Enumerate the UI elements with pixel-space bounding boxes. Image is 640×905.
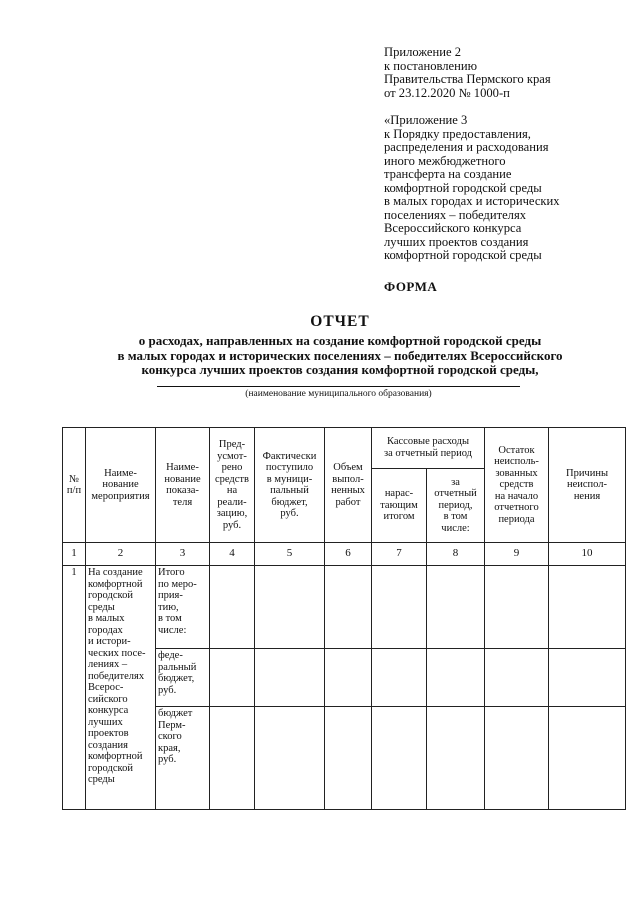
table-cell [255, 707, 325, 810]
form-label: ФОРМА [384, 279, 438, 294]
appendix-3-line: лучших проектов создания [384, 234, 529, 249]
header-lines [65, 474, 83, 497]
text-line: руб. [222, 519, 242, 531]
text-line: периода [498, 513, 535, 525]
text-line: за отчетный период [383, 447, 473, 459]
text-line: неисполь- [494, 456, 539, 468]
text-line: тающим [380, 499, 418, 511]
text-line: показа- [166, 485, 199, 496]
text-line: сийского [88, 693, 128, 705]
appendix-3-line: Всероссийского конкурса [384, 221, 522, 235]
event-lines [88, 567, 153, 786]
text-line: в том [158, 613, 182, 624]
header-cell-reasons [549, 428, 626, 543]
appendix-3-line: комфортной городской среды [384, 180, 542, 195]
text-line: за [451, 476, 460, 488]
text-line: усмот- [217, 450, 247, 462]
indicator-lines [158, 650, 207, 696]
text-line: Причины [565, 467, 609, 479]
table-cell [325, 707, 372, 810]
text-line: числе: [158, 624, 187, 636]
text-line: городах [88, 624, 123, 636]
appendix-2-line: Правительства Пермского края [384, 72, 551, 86]
municipality-name-line [157, 386, 520, 387]
appendix-2-line: Приложение 2 [384, 45, 462, 59]
header-cell-event [86, 428, 156, 543]
column-number: 8 [427, 543, 485, 566]
text-line: На создание [88, 567, 143, 578]
subtitle-line: в малых городах и исторических поселениях – победителях Всероссийского [117, 347, 563, 363]
header-lines [374, 488, 424, 523]
table-cell [325, 566, 372, 649]
subtitle-line: о расходах, направленных на создание комфортной городской среды [138, 333, 542, 348]
text-line: комфортной [88, 578, 143, 590]
header-lines [257, 451, 322, 520]
text-line: средств [215, 473, 249, 485]
appendix-3-line: «Приложение 3 [384, 113, 468, 127]
table-cell [372, 566, 427, 649]
text-line: и истори- [88, 636, 131, 647]
text-line: Кассовые расходы [386, 436, 470, 448]
text-line: бюджет, [271, 496, 308, 508]
appendix-3-line: иного межбюджетного [384, 153, 506, 168]
text-line: рено [221, 462, 243, 473]
text-line: комфортной [88, 751, 143, 762]
appendix-block [384, 46, 624, 263]
column-number: 6 [325, 543, 372, 566]
table-cell [485, 707, 549, 810]
text-line: Остаток [498, 444, 535, 456]
text-line: городской [88, 762, 133, 774]
header-cell-number [63, 428, 86, 543]
appendix-3-line: комфортной городской среды [384, 248, 542, 262]
text-line: в том [443, 511, 468, 523]
indicator-lines [158, 567, 207, 636]
text-line: ненных [331, 485, 365, 496]
text-line: неиспол- [566, 479, 608, 491]
text-line: конкурса [88, 705, 129, 716]
text-line: руб. [158, 754, 177, 765]
document-title: ОТЧЕТ [310, 313, 370, 330]
appendix-3 [384, 114, 624, 263]
indicator-lines [158, 708, 207, 766]
text-line: прия- [158, 590, 183, 601]
text-line: в муници- [266, 473, 313, 485]
text-line: Всерос- [88, 682, 124, 693]
header-cell-remainder [485, 428, 549, 543]
header-cell-cash-expenses [372, 428, 485, 469]
indicator-cell-total [156, 566, 210, 649]
appendix-3-line: распределения и расходования [384, 140, 549, 154]
text-line: нование [164, 473, 201, 485]
header-lines [158, 462, 207, 508]
text-line: Фактически [262, 450, 317, 462]
column-number: 5 [255, 543, 325, 566]
header-cell-planned [210, 428, 255, 543]
text-line: Итого [158, 567, 185, 578]
table-cell [427, 707, 485, 810]
row-number: 1 [63, 566, 86, 810]
appendix-3-line: поселениях – победителях [384, 207, 527, 222]
header-cell-received [255, 428, 325, 543]
column-number: 9 [485, 543, 549, 566]
table-cell [427, 566, 485, 649]
text-line: нения [573, 490, 601, 502]
column-number: 1 [63, 543, 86, 566]
text-line: создания [88, 739, 128, 751]
indicator-cell-federal [156, 649, 210, 707]
text-line: руб. [280, 508, 299, 519]
appendix-2-line: к постановлению [384, 58, 478, 73]
header-lines [327, 462, 369, 508]
text-line: № [68, 473, 80, 485]
text-line: зованных [495, 467, 538, 479]
header-lines [374, 436, 482, 459]
text-line: Наиме- [166, 462, 199, 473]
text-line: городской [88, 590, 133, 601]
table-cell [549, 707, 626, 810]
header-lines [212, 439, 252, 531]
table-cell [372, 649, 427, 707]
text-line: поступило [265, 462, 314, 473]
text-line: средств [499, 479, 534, 491]
table-cell [210, 566, 255, 649]
table-cell [485, 649, 549, 707]
text-line: проектов [88, 728, 129, 739]
text-line: отчетного [494, 502, 539, 514]
text-line: победителях [88, 670, 145, 682]
header-cell-volume [325, 428, 372, 543]
text-line: руб. [158, 684, 177, 696]
text-line: на начало [494, 490, 539, 502]
text-line: пальный [270, 485, 309, 496]
appendix-3-line: трансферта на создание [384, 167, 512, 181]
text-line: лучших [88, 716, 123, 728]
subtitle-line: конкурса лучших проектов создания комфортной городской среды, [141, 362, 539, 378]
text-line: итогом [383, 511, 415, 523]
table-cell [210, 649, 255, 707]
text-line: бюджет [158, 708, 193, 719]
header-lines [487, 445, 546, 526]
text-line: по меро- [158, 578, 197, 590]
text-line: ческих посе- [88, 647, 146, 659]
column-number: 4 [210, 543, 255, 566]
text-line: работ [335, 496, 361, 508]
appendix-3-line: в малых городах и исторических [384, 194, 560, 208]
event-name-cell [86, 566, 156, 810]
appendix-2-line: от 23.12.2020 № 1000-п [384, 85, 510, 100]
table-cell [255, 566, 325, 649]
text-line: отчетный [434, 488, 477, 500]
header-cell-indicator [156, 428, 210, 543]
table-cell [427, 649, 485, 707]
header-cell-cumulative [372, 468, 427, 542]
table-cell [325, 649, 372, 707]
text-line: мероприятия [91, 490, 150, 502]
text-line: Пред- [218, 439, 246, 450]
report-table [62, 427, 626, 810]
table-cell [255, 649, 325, 707]
text-line: лениях – [88, 659, 128, 670]
text-line: период, [438, 499, 473, 511]
appendix-2 [384, 46, 624, 100]
column-number: 2 [86, 543, 156, 566]
table-cell [549, 566, 626, 649]
header-lines [88, 468, 153, 503]
header-cell-period [427, 468, 485, 542]
text-line: выпол- [332, 473, 364, 485]
text-line: ского [158, 731, 182, 742]
text-line: зацию, [216, 508, 248, 519]
text-line: бюджет, [158, 673, 195, 684]
text-line: на [226, 485, 238, 496]
header-row [63, 428, 626, 469]
text-line: п/п [66, 485, 82, 496]
header-lines [429, 477, 482, 535]
text-line: нарас- [384, 488, 414, 500]
text-line: теля [172, 496, 193, 508]
text-line: края, [158, 742, 181, 754]
text-line: в малых [88, 613, 125, 624]
table-cell [210, 707, 255, 810]
column-number: 10 [549, 543, 626, 566]
header-lines [551, 468, 623, 503]
text-line: тию, [158, 601, 179, 613]
text-line: реали- [217, 496, 247, 508]
text-line: Перм- [158, 719, 186, 731]
text-line: феде- [158, 650, 183, 661]
text-line: числе: [441, 522, 470, 534]
table-row [63, 566, 626, 649]
table-cell [372, 707, 427, 810]
text-line: среды [88, 774, 115, 785]
table-cell [485, 566, 549, 649]
municipality-name-caption: (наименование муниципального образования) [245, 389, 432, 399]
text-line: нование [102, 479, 139, 491]
text-line: среды [88, 601, 115, 613]
table-cell [549, 649, 626, 707]
text-line: Наиме- [104, 467, 137, 479]
column-number: 3 [156, 543, 210, 566]
indicator-cell-regional [156, 707, 210, 810]
text-line: Объем [333, 462, 363, 473]
text-line: ральный [158, 661, 197, 673]
column-number-row [63, 543, 626, 566]
appendix-3-line: к Порядку предоставления, [384, 126, 531, 141]
column-number: 7 [372, 543, 427, 566]
document-subtitle [40, 334, 640, 378]
